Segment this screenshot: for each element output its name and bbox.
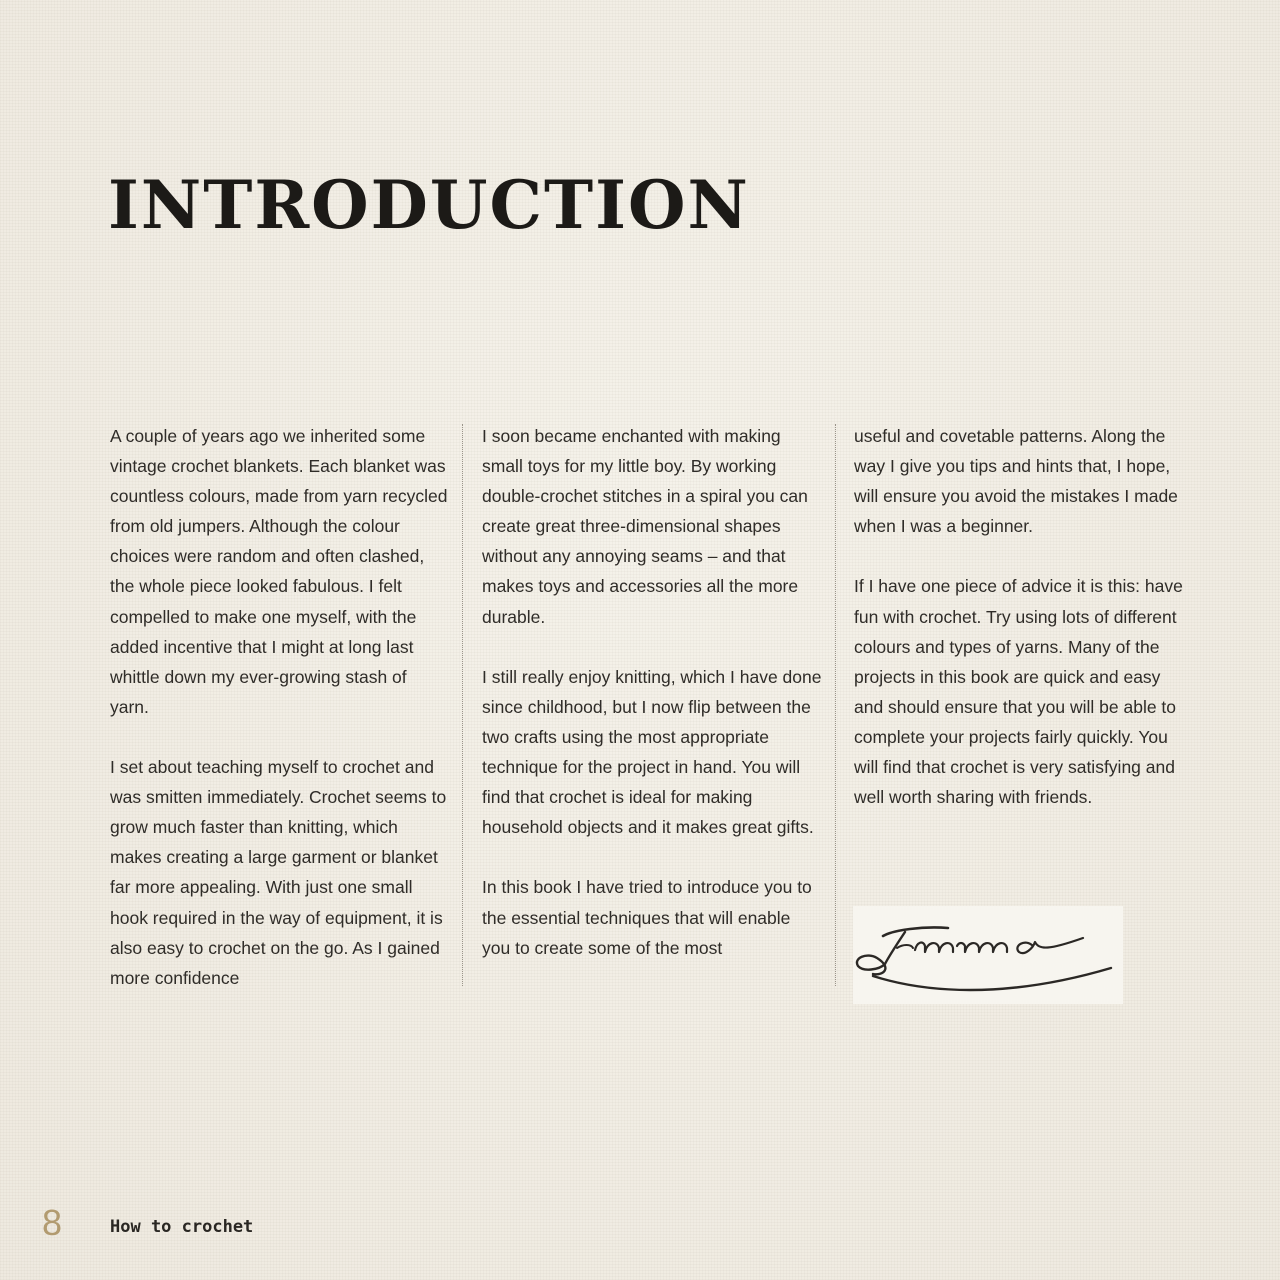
column-divider	[835, 424, 836, 986]
paragraph: I soon became enchanted with making small toys for my little boy. By working double-crochet stitches in a spiral you can create great three-dimensional shapes without any annoying seams – and that makes toys and accessories all the more durable.	[482, 426, 808, 627]
text-column-2	[482, 421, 822, 963]
column-divider	[462, 424, 463, 986]
paragraph: A couple of years ago we inherited some vintage crochet blankets. Each blanket was countless colours, made from yarn recycled from old jumpers. Although the colour choices were random and often clashed, the whole piece looked fabulous. I felt compelled to make one myself, with the added incentive that I might at long last whittle down my ever-growing stash of yarn.	[110, 426, 448, 717]
page-number: 8	[42, 1202, 63, 1243]
signature-icon	[853, 906, 1123, 1004]
text-column-1	[110, 421, 450, 993]
page-title: INTRODUCTION	[108, 166, 750, 244]
signature-image	[853, 906, 1123, 1004]
paragraph: In this book I have tried to introduce you to the essential techniques that will enable you to create some of the most	[482, 877, 812, 958]
paragraph: useful and covetable patterns. Along the way I give you tips and hints that, I hope, will ensure you avoid the mistakes I made when I was a beginner.	[854, 426, 1178, 537]
paragraph: I still really enjoy knitting, which I have done since childhood, but I now flip between the two crafts using the most appropriate technique for the project in hand. You will find that crochet is ideal for making household objects and it makes great gifts.	[482, 666, 822, 838]
running-head: How to crochet	[110, 1217, 254, 1237]
paragraph: If I have one piece of advice it is this: have fun with crochet. Try using lots of different colours and types of yarns. Many of the projects in this book are quick and easy and should ensure that you will be able to complete your projects fairly quickly. You will find that crochet is very satisfying and well worth sharing with friends.	[854, 576, 1183, 808]
paragraph: I set about teaching myself to crochet and was smitten immediately. Crochet seems to grow much faster than knitting, which makes creating a large garment or blanket far more appealing. With just one small hook required in the way of equipment, it is also easy to crochet on the go. As I gained more confidence	[110, 757, 447, 988]
text-column-3	[854, 421, 1194, 812]
